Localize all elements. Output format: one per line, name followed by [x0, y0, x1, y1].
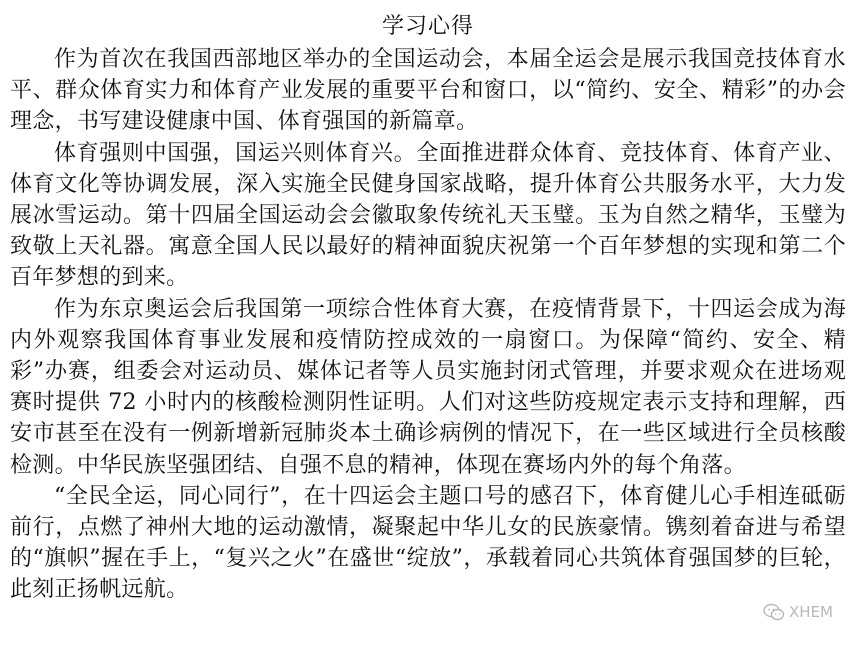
watermark-text: XHEM: [789, 603, 833, 621]
paragraph-3: 作为东京奥运会后我国第一项综合性体育大赛，在疫情背景下，十四运会成为海内外观察我国体育事业发展和疫情防控成效的一扇窗口。为保障“简约、安全、精彩”办赛，组委会对运动员、媒体记者等人员实施封闭式管理，并要求观众在进场观赛时提供 72 小时内的核酸检测阴性证明。人们对这些防疫规定表示支持和理解，西安市甚至在没有一例新增新冠肺炎本土确诊病例的情况下，在一些区域进行全员核酸检测。中华民族坚强团结、自强不息的精神，体现在赛场内外的每个角落。: [10, 296, 846, 478]
watermark: [763, 603, 833, 621]
document-title: 学习心得: [381, 14, 474, 39]
paragraph-1: 作为首次在我国西部地区举办的全国运动会，本届全运会是展示我国竞技体育水平、群众体育实力和体育产业发展的重要平台和窗口，以“简约、安全、精彩”的办会理念，书写建设健康中国、体育强国的新篇章。: [10, 47, 846, 135]
paragraph-2: 体育强则中国强，国运兴则体育兴。全面推进群众体育、竞技体育、体育产业、体育文化等协调发展，深入实施全民健身国家战略，提升体育公共服务水平，大力发展冰雪运动。第十四届全国运动会会徽取象传统礼天玉璧。玉为自然之精华，玉璧为致敬上天礼器。寓意全国人民以最好的精神面貌庆祝第一个百年梦想的实现和第二个百年梦想的到来。: [10, 140, 846, 291]
wechat-icon: [763, 603, 785, 621]
paragraph-4: “全民全运，同心同行”，在十四运会主题口号的感召下，体育健儿心手相连砥砺前行，点燃了神州大地的运动激情，凝聚起中华儿女的民族豪情。镌刻着奋进与希望的“旗帜”握在手上，“复兴之火”在盛世“绽放”，承载着同心共筑体育强国梦的巨轮，此刻正扬帆远航。: [10, 483, 846, 603]
document: [10, 10, 846, 606]
